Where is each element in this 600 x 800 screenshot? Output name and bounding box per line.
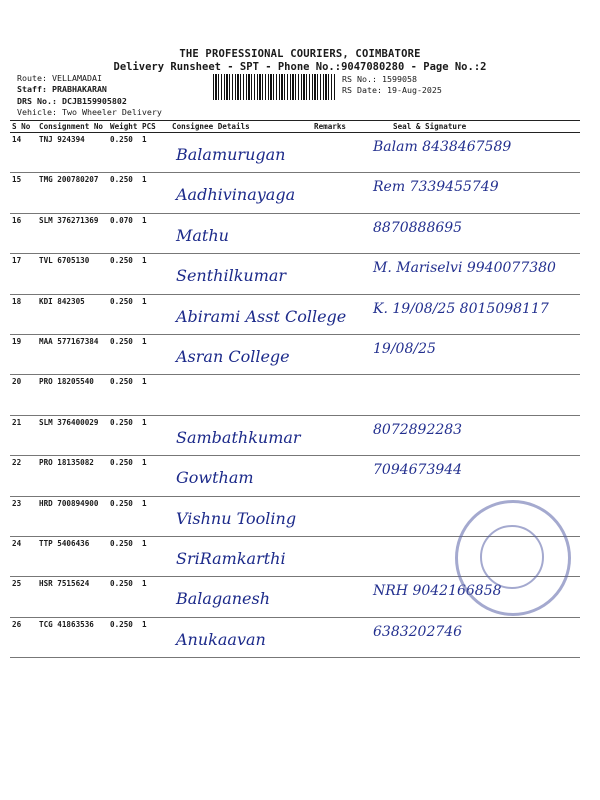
row-weight: 0.250 — [108, 617, 140, 657]
row-weight: 0.250 — [108, 173, 140, 213]
row-weight: 0.250 — [108, 375, 140, 415]
row-consignee-cell — [170, 375, 312, 415]
row-signature-cell — [365, 375, 580, 415]
row-sno: 15 — [10, 173, 37, 213]
row-weight: 0.250 — [108, 254, 140, 294]
rs-number-value: 1599058 — [381, 74, 417, 84]
col-header-signature: Seal & Signature — [365, 121, 580, 133]
row-consignment-no: TCG 41863536 — [37, 617, 108, 657]
row-pcs: 1 — [140, 496, 170, 536]
row-signature: NRH 9042166858 — [373, 583, 502, 600]
row-consignee-handwritten: Senthilkumar — [176, 266, 287, 286]
table-row — [10, 375, 580, 415]
row-signature: 7094673944 — [373, 462, 463, 479]
table-header-row — [10, 121, 580, 133]
row-weight: 0.250 — [108, 294, 140, 334]
rs-number — [342, 74, 417, 84]
row-remarks — [312, 617, 365, 657]
staff-label: Staff: — [17, 84, 47, 94]
col-header-remarks: Remarks — [312, 121, 365, 133]
row-consignment-no: PRO 18205540 — [37, 375, 108, 415]
route-label: Route: — [17, 73, 47, 83]
row-signature-cell — [365, 173, 580, 213]
row-sno: 26 — [10, 617, 37, 657]
col-header-consignee: Consignee Details — [170, 121, 312, 133]
row-signature-cell — [365, 213, 580, 253]
row-signature: 8072892283 — [373, 421, 463, 438]
vehicle-line — [17, 107, 162, 118]
row-remarks — [312, 213, 365, 253]
row-consignee-handwritten: Gowtham — [176, 468, 254, 488]
row-consignment-no: TMG 200780207 — [37, 173, 108, 213]
barcode — [213, 74, 335, 100]
row-weight: 0.250 — [108, 133, 140, 173]
row-consignee-cell — [170, 213, 312, 253]
row-weight: 0.250 — [108, 334, 140, 374]
row-pcs: 1 — [140, 173, 170, 213]
row-remarks — [312, 456, 365, 496]
row-sno: 22 — [10, 456, 37, 496]
row-consignee-handwritten: Anukaavan — [176, 629, 266, 649]
row-consignment-no: TTP 5406436 — [37, 536, 108, 576]
row-pcs: 1 — [140, 334, 170, 374]
row-signature-cell — [365, 133, 580, 173]
row-remarks — [312, 133, 365, 173]
row-consignee-handwritten: Sambathkumar — [176, 427, 301, 447]
row-weight: 0.250 — [108, 456, 140, 496]
table-row — [10, 173, 580, 213]
row-consignee-cell — [170, 133, 312, 173]
row-consignee-handwritten: SriRamkarthi — [176, 548, 286, 568]
row-consignee-handwritten: Asran College — [176, 346, 290, 366]
row-sno: 16 — [10, 213, 37, 253]
row-consignment-no: TVL 6705130 — [37, 254, 108, 294]
row-pcs: 1 — [140, 294, 170, 334]
rs-date-value: 19-Aug-2025 — [386, 85, 442, 95]
row-consignee-cell — [170, 173, 312, 213]
rs-date-label: RS Date: — [342, 85, 382, 95]
row-sno: 23 — [10, 496, 37, 536]
table-row — [10, 133, 580, 173]
row-remarks — [312, 254, 365, 294]
row-consignee-handwritten: Abirami Asst College — [176, 306, 347, 326]
table-row — [10, 213, 580, 253]
row-signature: 8870888695 — [373, 219, 463, 236]
row-signature-cell — [365, 456, 580, 496]
row-remarks — [312, 173, 365, 213]
row-remarks — [312, 415, 365, 455]
row-consignment-no: MAA 577167384 — [37, 334, 108, 374]
row-signature: K. 19/08/25 8015098117 — [373, 300, 549, 317]
drs-value: DCJB159905802 — [61, 96, 127, 106]
row-sno: 25 — [10, 577, 37, 617]
row-sno: 17 — [10, 254, 37, 294]
row-sno: 14 — [10, 133, 37, 173]
row-weight: 0.070 — [108, 213, 140, 253]
row-remarks — [312, 334, 365, 374]
row-signature: 19/08/25 — [373, 340, 436, 357]
table-row — [10, 415, 580, 455]
table-row — [10, 254, 580, 294]
row-signature-cell — [365, 415, 580, 455]
row-signature: Rem 7339455749 — [373, 179, 499, 196]
col-header-pcs: PCS — [140, 121, 170, 133]
row-weight: 0.250 — [108, 536, 140, 576]
row-remarks — [312, 375, 365, 415]
vehicle-value: Two Wheeler Delivery — [61, 107, 162, 117]
row-signature-cell — [365, 334, 580, 374]
row-signature: 6383202746 — [373, 623, 463, 640]
table-row — [10, 334, 580, 374]
row-pcs: 1 — [140, 536, 170, 576]
row-consignee-cell — [170, 617, 312, 657]
rs-date — [342, 85, 442, 95]
col-header-sno: S No — [10, 121, 37, 133]
row-pcs: 1 — [140, 415, 170, 455]
row-consignee-handwritten: Aadhivinayaga — [176, 185, 296, 205]
row-remarks — [312, 536, 365, 576]
row-pcs: 1 — [140, 617, 170, 657]
table-row — [10, 294, 580, 334]
row-sno: 20 — [10, 375, 37, 415]
row-consignee-handwritten: Mathu — [176, 225, 229, 245]
drs-label: DRS No.: — [17, 96, 57, 106]
row-consignee-cell — [170, 577, 312, 617]
row-consignee-cell — [170, 496, 312, 536]
row-sno: 24 — [10, 536, 37, 576]
row-consignment-no: TNJ 924394 — [37, 133, 108, 173]
row-pcs: 1 — [140, 213, 170, 253]
runsheet-subtitle: Delivery Runsheet - SPT - Phone No.:9047080280 - Page No.:2 — [113, 61, 487, 73]
col-header-weight: Weight — [108, 121, 140, 133]
row-consignment-no: HRD 700894900 — [37, 496, 108, 536]
company-title: THE PROFESSIONAL COURIERS, COIMBATORE — [179, 48, 421, 60]
row-signature: M. Mariselvi 9940077380 — [373, 260, 556, 277]
row-signature: Balam 8438467589 — [373, 139, 512, 155]
row-signature-cell — [365, 617, 580, 657]
row-weight: 0.250 — [108, 577, 140, 617]
row-weight: 0.250 — [108, 415, 140, 455]
row-consignment-no: SLM 376400029 — [37, 415, 108, 455]
row-consignee-cell — [170, 536, 312, 576]
company-seal — [455, 500, 571, 616]
row-consignee-cell — [170, 415, 312, 455]
row-consignment-no: PRO 18135082 — [37, 456, 108, 496]
row-weight: 0.250 — [108, 496, 140, 536]
row-pcs: 1 — [140, 456, 170, 496]
row-consignee-cell — [170, 254, 312, 294]
row-consignee-cell — [170, 456, 312, 496]
row-consignment-no: HSR 7515624 — [37, 577, 108, 617]
company-seal-inner — [480, 525, 544, 589]
row-pcs: 1 — [140, 133, 170, 173]
row-consignee-handwritten: Balaganesh — [176, 589, 271, 609]
table-row — [10, 617, 580, 657]
row-pcs: 1 — [140, 577, 170, 617]
row-consignee-cell — [170, 294, 347, 334]
row-signature-cell — [365, 254, 580, 294]
route-line — [17, 73, 102, 84]
row-pcs: 1 — [140, 254, 170, 294]
row-consignment-no: KDI 842305 — [37, 294, 108, 334]
drs-line — [17, 96, 127, 107]
row-consignee-handwritten: Vishnu Tooling — [176, 508, 297, 528]
row-sno: 21 — [10, 415, 37, 455]
row-signature-cell — [365, 294, 580, 334]
staff-value: PRABHAKARAN — [51, 84, 107, 94]
row-consignee-cell — [170, 334, 312, 374]
row-remarks — [312, 577, 365, 617]
route-value: VELLAMADAI — [51, 73, 102, 83]
col-header-consignment: Consignment No — [37, 121, 108, 133]
row-consignee-handwritten: Balamurugan — [176, 145, 286, 164]
row-sno: 18 — [10, 294, 37, 334]
staff-line — [17, 84, 107, 95]
vehicle-label: Vehicle: — [17, 107, 57, 117]
table-row — [10, 456, 580, 496]
row-sno: 19 — [10, 334, 37, 374]
row-remarks — [312, 496, 365, 536]
row-pcs: 1 — [140, 375, 170, 415]
row-consignment-no: SLM 376271369 — [37, 213, 108, 253]
rs-number-label: RS No.: — [342, 74, 377, 84]
